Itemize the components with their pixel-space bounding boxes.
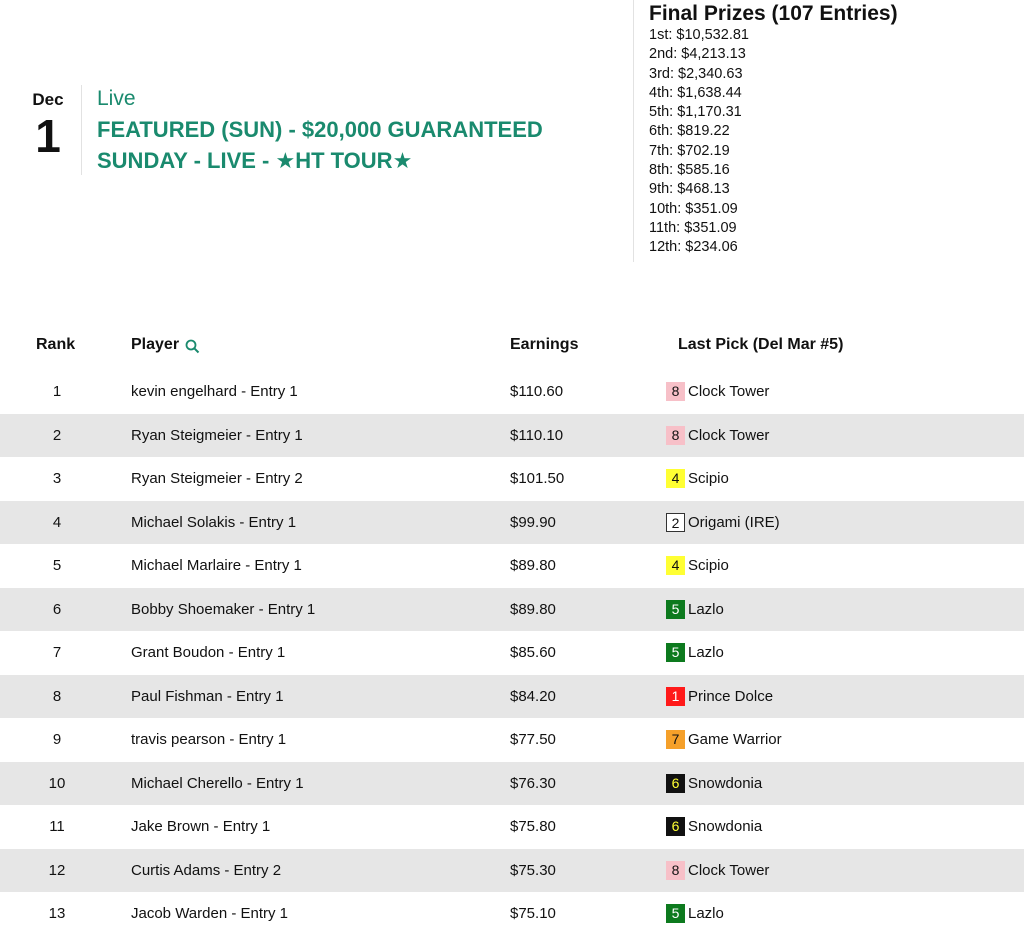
rank-cell: 4	[52, 513, 62, 531]
player-cell[interactable]: kevin engelhard - Entry 1	[131, 383, 298, 400]
earnings-cell: $110.60	[510, 383, 564, 400]
last-pick-cell	[666, 730, 782, 749]
leaderboard-table	[0, 370, 1024, 936]
post-position-badge: 5	[666, 600, 685, 619]
rank-cell: 11	[49, 818, 65, 835]
event-date	[20, 90, 76, 160]
horse-name: Lazlo	[688, 600, 724, 618]
player-cell[interactable]: Paul Fishman - Entry 1	[131, 687, 284, 705]
table-row	[0, 675, 1024, 719]
player-cell[interactable]: Jake Brown - Entry 1	[131, 818, 271, 835]
last-pick-cell	[666, 643, 724, 662]
table-row	[0, 631, 1024, 675]
last-pick-header: Last Pick (Del Mar #5)	[678, 336, 844, 353]
post-position-badge: 6	[666, 817, 685, 836]
earnings-cell: $85.60	[510, 644, 556, 661]
table-row	[0, 588, 1024, 632]
event-title	[97, 114, 543, 176]
player-header-label: Player	[131, 336, 180, 353]
event-header	[97, 87, 543, 176]
player-cell[interactable]: Jacob Warden - Entry 1	[131, 905, 289, 922]
table-row	[0, 457, 1024, 501]
final-prizes	[649, 2, 898, 258]
event-day: 1	[35, 110, 61, 162]
player-cell[interactable]: Ryan Steigmeier - Entry 1	[131, 426, 303, 444]
last-pick-cell	[666, 600, 724, 619]
prize-item: 5th: $1,170.31	[649, 104, 742, 121]
player-cell[interactable]: Michael Cherello - Entry 1	[131, 774, 304, 792]
horse-name: Prince Dolce	[688, 687, 774, 705]
prize-item: 2nd: $4,213.13	[649, 46, 746, 63]
post-position-badge: 4	[666, 469, 685, 488]
last-pick-cell	[666, 817, 762, 836]
rank-cell: 12	[48, 861, 66, 879]
horse-name: Lazlo	[688, 644, 724, 661]
horse-name: Snowdonia	[688, 774, 763, 792]
player-cell[interactable]: Bobby Shoemaker - Entry 1	[131, 600, 316, 618]
earnings-cell: $75.80	[510, 818, 556, 835]
rank-header: Rank	[36, 336, 76, 353]
horse-name: Clock Tower	[688, 861, 770, 879]
last-pick-cell	[666, 904, 724, 923]
earnings-cell: $84.20	[510, 687, 556, 705]
horse-name: Clock Tower	[688, 426, 770, 444]
rank-cell: 10	[48, 774, 66, 792]
horse-name: Origami (IRE)	[688, 513, 780, 531]
rank-cell: 3	[52, 470, 62, 487]
player-cell[interactable]: Curtis Adams - Entry 2	[131, 861, 282, 879]
player-cell[interactable]: travis pearson - Entry 1	[131, 731, 287, 748]
prize-item: 4th: $1,638.44	[649, 84, 742, 101]
prize-item: 11th: $351.09	[649, 219, 737, 236]
prize-item: 6th: $819.22	[649, 123, 730, 140]
post-position-badge: 2	[666, 513, 685, 532]
earnings-cell: $76.30	[510, 774, 556, 792]
event-title-line2: SUNDAY - LIVE - ★HT TOUR★	[97, 148, 413, 173]
event-title-line1: FEATURED (SUN) - $20,000 GUARANTEED	[97, 117, 543, 142]
last-pick-cell	[666, 513, 780, 532]
prize-item: 12th: $234.06	[649, 239, 738, 256]
table-header	[0, 333, 1024, 359]
prize-item: 7th: $702.19	[649, 142, 730, 159]
last-pick-cell	[666, 382, 769, 401]
earnings-cell: $101.50	[510, 470, 565, 487]
table-row	[0, 370, 1024, 414]
horse-name: Scipio	[688, 557, 729, 574]
rank-cell: 5	[52, 557, 62, 574]
prize-item: 8th: $585.16	[649, 162, 730, 179]
event-month: Dec	[32, 90, 64, 109]
final-prizes-heading: Final Prizes (107 Entries)	[649, 2, 898, 25]
post-position-badge: 1	[666, 687, 685, 706]
rank-cell: 6	[52, 600, 62, 618]
divider	[81, 85, 82, 175]
prize-item: 10th: $351.09	[649, 200, 738, 217]
prize-item: 3rd: $2,340.63	[649, 65, 743, 82]
earnings-cell: $75.10	[510, 905, 556, 922]
last-pick-cell	[666, 687, 773, 706]
earnings-header: Earnings	[510, 336, 579, 353]
earnings-cell: $89.80	[510, 600, 556, 618]
earnings-cell: $99.90	[510, 513, 556, 531]
last-pick-cell	[666, 861, 769, 880]
rank-cell: 7	[52, 644, 62, 661]
prize-list	[649, 26, 898, 258]
earnings-cell: $110.10	[510, 426, 564, 444]
player-cell[interactable]: Grant Boudon - Entry 1	[131, 644, 286, 661]
last-pick-cell	[666, 556, 729, 575]
table-row	[0, 849, 1024, 893]
player-header	[131, 336, 179, 354]
horse-name: Snowdonia	[688, 818, 763, 835]
rank-cell: 9	[52, 731, 62, 748]
search-icon[interactable]	[185, 339, 200, 359]
last-pick-cell	[666, 774, 762, 793]
divider	[633, 0, 634, 262]
horse-name: Lazlo	[688, 905, 724, 922]
table-row	[0, 414, 1024, 458]
prize-item: 9th: $468.13	[649, 181, 730, 198]
horse-name: Scipio	[688, 470, 729, 487]
rank-cell: 8	[52, 687, 62, 705]
post-position-badge: 4	[666, 556, 685, 575]
post-position-badge: 8	[666, 426, 685, 445]
horse-name: Clock Tower	[688, 383, 770, 400]
table-row	[0, 544, 1024, 588]
player-cell[interactable]: Michael Solakis - Entry 1	[131, 513, 297, 531]
table-row	[0, 892, 1024, 936]
post-position-badge: 7	[666, 730, 685, 749]
earnings-cell: $89.80	[510, 557, 556, 574]
rank-cell: 2	[52, 426, 62, 444]
player-cell[interactable]: Michael Marlaire - Entry 1	[131, 557, 302, 574]
horse-name: Game Warrior	[688, 731, 782, 748]
post-position-badge: 5	[666, 643, 685, 662]
prize-item: 1st: $10,532.81	[649, 27, 749, 43]
table-row	[0, 718, 1024, 762]
earnings-cell: $75.30	[510, 861, 556, 879]
table-row	[0, 501, 1024, 545]
table-row	[0, 762, 1024, 806]
table-row	[0, 805, 1024, 849]
post-position-badge: 6	[666, 774, 685, 793]
player-cell[interactable]: Ryan Steigmeier - Entry 2	[131, 470, 303, 487]
earnings-cell: $77.50	[510, 731, 556, 748]
last-pick-cell	[666, 426, 769, 445]
rank-cell: 1	[52, 383, 62, 400]
rank-cell: 13	[48, 905, 66, 922]
post-position-badge: 8	[666, 861, 685, 880]
post-position-badge: 8	[666, 382, 685, 401]
post-position-badge: 5	[666, 904, 685, 923]
event-status: Live	[97, 87, 136, 110]
last-pick-cell	[666, 469, 729, 488]
